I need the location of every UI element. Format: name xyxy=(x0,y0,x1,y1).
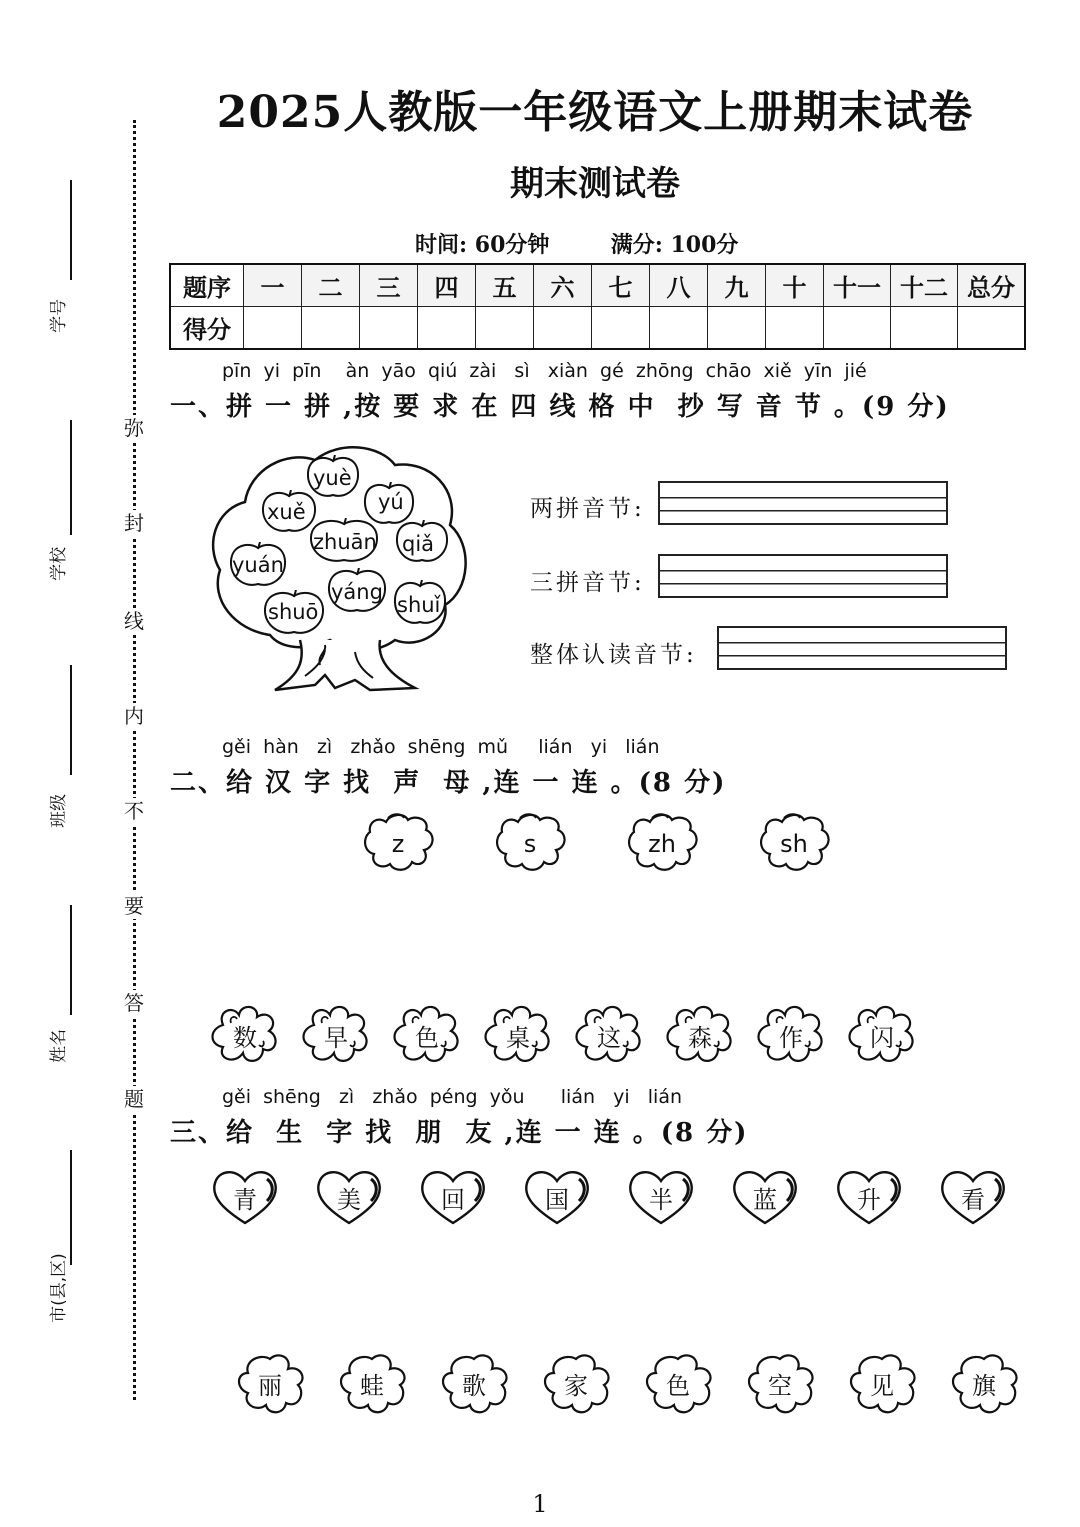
character-heart[interactable] xyxy=(725,1165,805,1229)
seal-char: 答 xyxy=(121,990,147,1016)
score-cell[interactable] xyxy=(592,307,650,350)
apple-syllable: yáng xyxy=(331,580,383,604)
field-student-id: 学号 xyxy=(49,298,70,333)
initial-leaf[interactable] xyxy=(754,812,834,876)
time-label: 时间: 60分钟 xyxy=(415,232,550,258)
label-three-part-syllable: 三拼音节: xyxy=(530,570,645,596)
character-heart-label: 青 xyxy=(233,1185,257,1214)
table-header-cell: 十 xyxy=(766,264,824,307)
initial-leaf[interactable] xyxy=(622,812,702,876)
section1-score: (9 分) xyxy=(861,392,950,422)
table-header-cell: 六 xyxy=(534,264,592,307)
character-heart[interactable] xyxy=(829,1165,909,1229)
apple-syllable: yuè xyxy=(313,466,352,490)
table-header-cell: 三 xyxy=(360,264,418,307)
character-cloud-label: 早 xyxy=(324,1023,348,1052)
seal-char: 不 xyxy=(121,798,147,824)
field-line xyxy=(70,180,72,280)
section3-score: (8 分) xyxy=(660,1118,749,1148)
section1-question xyxy=(170,386,950,423)
seal-char: 弥 xyxy=(121,415,147,441)
character-cloud[interactable] xyxy=(296,1003,376,1067)
character-flower[interactable] xyxy=(332,1351,412,1415)
character-heart-label: 升 xyxy=(857,1185,881,1214)
score-cell[interactable] xyxy=(302,307,360,350)
seal-char: 要 xyxy=(121,893,147,919)
table-header-cell: 九 xyxy=(708,264,766,307)
exam-title: 2025人教版一年级语文上册期末试卷 xyxy=(216,87,974,138)
character-flower-label: 见 xyxy=(870,1371,894,1400)
section2-text: 二、给 汉 字 找 声 母 ,连 一 连 。 xyxy=(170,768,639,798)
section3-text: 三、给 生 字 找 朋 友 ,连 一 连 。 xyxy=(170,1118,661,1148)
seal-dotted-line xyxy=(133,120,136,1400)
score-table-header-row xyxy=(170,264,1025,307)
character-cloud[interactable] xyxy=(660,1003,740,1067)
score-table xyxy=(169,263,1026,350)
score-cell[interactable] xyxy=(891,307,958,350)
character-heart-label: 回 xyxy=(441,1185,465,1214)
section1-text: 一、拼 一 拼 ,按 要 求 在 四 线 格 中 抄 写 音 节 。 xyxy=(170,392,862,422)
table-header-cell: 八 xyxy=(650,264,708,307)
score-cell[interactable] xyxy=(650,307,708,350)
score-cell[interactable] xyxy=(244,307,302,350)
initial-leaf-label: zh xyxy=(648,830,676,858)
table-header-cell: 十一 xyxy=(824,264,891,307)
character-heart[interactable] xyxy=(517,1165,597,1229)
section3-pinyin: gěi shēng zì zhǎo péng yǒu lián yi lián xyxy=(222,1086,683,1108)
character-cloud[interactable] xyxy=(842,1003,922,1067)
section2-pinyin: gěi hàn zì zhǎo shēng mǔ lián yi lián xyxy=(222,736,660,758)
table-header-cell: 二 xyxy=(302,264,360,307)
character-flower-label: 丽 xyxy=(258,1371,282,1400)
character-heart-label: 看 xyxy=(961,1185,985,1214)
table-row-label: 得分 xyxy=(170,307,244,350)
character-heart-label: 国 xyxy=(545,1185,569,1214)
four-line-grid[interactable] xyxy=(658,481,948,525)
character-flower-label: 空 xyxy=(768,1371,792,1400)
seal-char: 内 xyxy=(121,703,147,729)
four-line-grid[interactable] xyxy=(658,554,948,598)
field-line xyxy=(70,420,72,535)
apple-syllable: qiǎ xyxy=(402,532,435,556)
character-flower[interactable] xyxy=(842,1351,922,1415)
character-cloud[interactable] xyxy=(569,1003,649,1067)
character-cloud-label: 闪 xyxy=(870,1023,894,1052)
exam-subtitle: 期末测试卷 xyxy=(510,164,680,204)
apple-syllable: zhuān xyxy=(313,530,377,554)
character-heart-label: 半 xyxy=(649,1185,673,1214)
character-flower[interactable] xyxy=(740,1351,820,1415)
initial-leaf-label: z xyxy=(391,830,405,858)
apple-syllable: shuō xyxy=(268,600,319,624)
character-heart[interactable] xyxy=(309,1165,389,1229)
character-heart[interactable] xyxy=(413,1165,493,1229)
character-cloud-label: 数 xyxy=(233,1023,257,1052)
score-cell[interactable] xyxy=(708,307,766,350)
character-cloud-label: 这 xyxy=(597,1023,621,1052)
section3-question xyxy=(170,1112,748,1149)
character-flower[interactable] xyxy=(230,1351,310,1415)
character-flower-label: 旗 xyxy=(972,1371,996,1400)
section1-pinyin: pīn yi pīn àn yāo qiú zài sì xiàn gé zhōng chāo xiě yīn jié xyxy=(222,360,867,382)
character-cloud-label: 色 xyxy=(415,1023,439,1052)
character-cloud[interactable] xyxy=(751,1003,831,1067)
field-line xyxy=(70,905,72,1015)
character-heart[interactable] xyxy=(621,1165,701,1229)
field-line xyxy=(70,665,72,775)
four-line-grid[interactable] xyxy=(717,626,1007,670)
table-header-cell: 十二 xyxy=(891,264,958,307)
initial-leaf[interactable] xyxy=(490,812,570,876)
score-cell[interactable] xyxy=(766,307,824,350)
initial-leaf-label: s xyxy=(523,830,537,858)
field-name: 姓名 xyxy=(49,1028,70,1063)
character-flower-label: 色 xyxy=(666,1371,690,1400)
field-school: 学校 xyxy=(49,546,70,581)
table-header-cell: 题序 xyxy=(170,264,244,307)
exam-meta xyxy=(415,228,738,259)
page-number: 1 xyxy=(532,1490,548,1518)
full-score-label: 满分: 100分 xyxy=(610,232,739,258)
seal-char: 线 xyxy=(121,608,147,634)
character-heart[interactable] xyxy=(205,1165,285,1229)
seal-char: 封 xyxy=(121,510,147,536)
character-cloud-label: 作 xyxy=(779,1023,803,1052)
apple-syllable: xuě xyxy=(267,500,306,524)
character-heart-label: 美 xyxy=(337,1185,361,1214)
character-flower-label: 蛙 xyxy=(360,1371,384,1400)
score-table-score-row xyxy=(170,307,1025,350)
score-cell[interactable] xyxy=(958,307,1026,350)
field-class: 班级 xyxy=(49,793,70,828)
table-header-cell: 一 xyxy=(244,264,302,307)
initial-leaf-label: sh xyxy=(780,830,808,858)
character-flower[interactable] xyxy=(944,1351,1024,1415)
score-cell[interactable] xyxy=(360,307,418,350)
seal-char: 题 xyxy=(121,1086,147,1112)
character-flower-label: 家 xyxy=(564,1371,588,1400)
character-cloud[interactable] xyxy=(387,1003,467,1067)
table-header-cell: 七 xyxy=(592,264,650,307)
section2-question xyxy=(170,762,726,799)
label-two-part-syllable: 两拼音节: xyxy=(530,496,645,522)
table-header-cell: 四 xyxy=(418,264,476,307)
field-line xyxy=(70,1150,72,1265)
character-flower-label: 歌 xyxy=(462,1371,486,1400)
section2-score: (8 分) xyxy=(638,768,727,798)
score-cell[interactable] xyxy=(476,307,534,350)
initial-leaf[interactable] xyxy=(358,812,438,876)
character-flower[interactable] xyxy=(638,1351,718,1415)
character-cloud[interactable] xyxy=(478,1003,558,1067)
character-flower[interactable] xyxy=(434,1351,514,1415)
character-heart-label: 蓝 xyxy=(753,1185,777,1214)
field-city: 市(县,区) xyxy=(49,1253,70,1323)
score-cell[interactable] xyxy=(824,307,891,350)
character-flower[interactable] xyxy=(536,1351,616,1415)
table-header-cell: 五 xyxy=(476,264,534,307)
character-cloud[interactable] xyxy=(205,1003,285,1067)
label-whole-syllable: 整体认读音节: xyxy=(530,642,697,668)
character-cloud-label: 桌 xyxy=(506,1023,530,1052)
character-heart[interactable] xyxy=(933,1165,1013,1229)
apple-syllable: yú xyxy=(378,490,404,514)
score-cell[interactable] xyxy=(418,307,476,350)
apple-syllable: shuǐ xyxy=(397,593,441,617)
score-cell[interactable] xyxy=(534,307,592,350)
character-cloud-label: 森 xyxy=(688,1023,712,1052)
apple-syllable: yuán xyxy=(232,553,284,577)
table-header-cell: 总分 xyxy=(958,264,1026,307)
